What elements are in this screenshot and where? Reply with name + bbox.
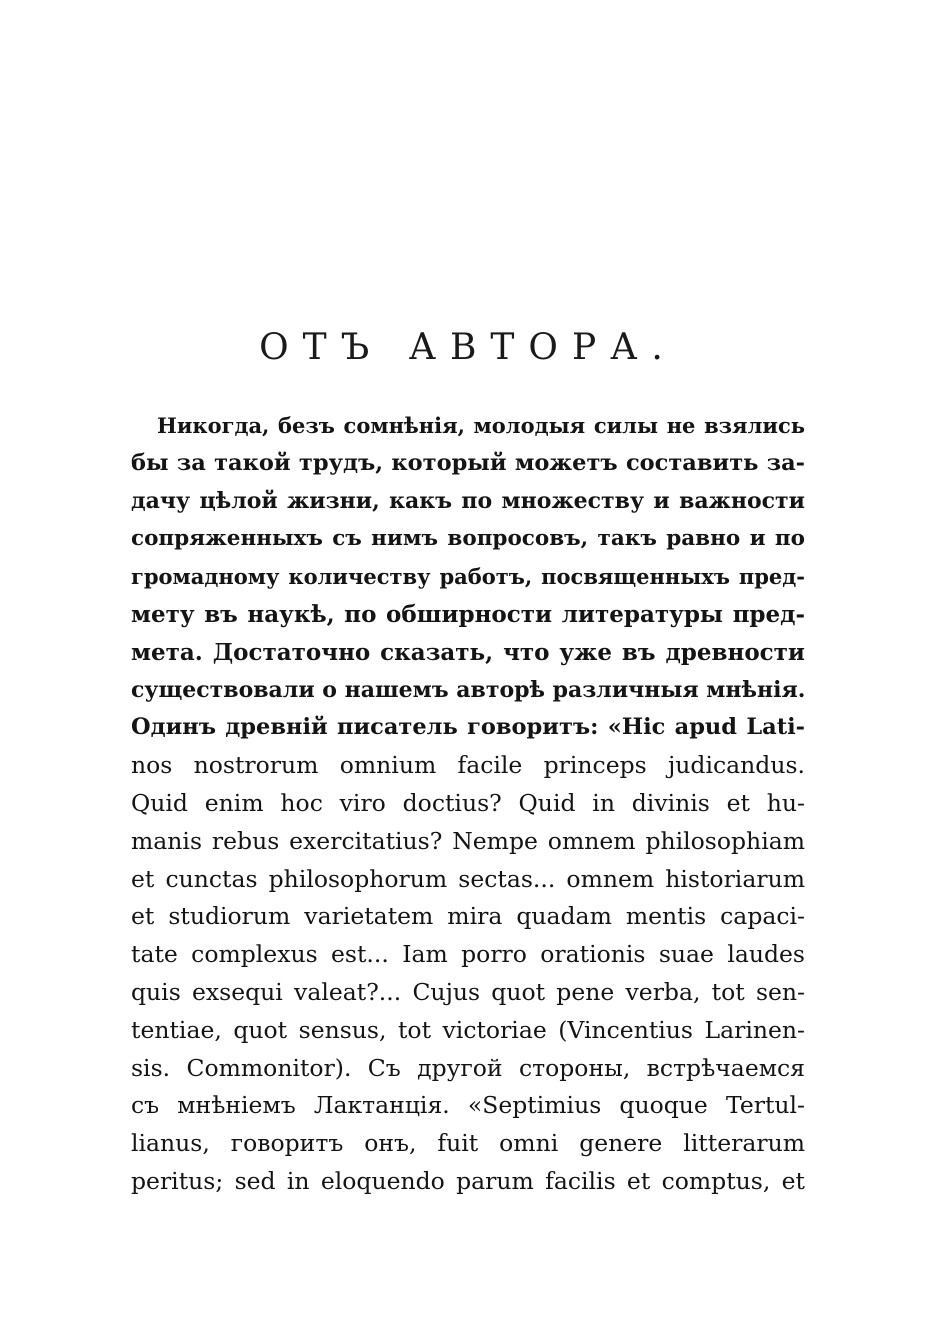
- text-line: manis rebus exercitatius? Nempe omnem philosophiam: [131, 826, 805, 855]
- text-line: мету въ наукѣ, по обширности литературы пред-: [131, 600, 805, 628]
- text-line: et studiorum varietatem mira quadam mentis capaci-: [131, 902, 805, 931]
- text-line: бы за такой трудъ, который можетъ составить за-: [131, 449, 805, 476]
- text-line: quis exsequi valeat?... Cujus quot pene verba, tot sen-: [131, 977, 805, 1006]
- text-line: tate complexus est... Iam porro orationis suae laudes: [131, 940, 805, 969]
- text-line: Quid enim hoc viro doctius? Quid in divinis et hu-: [131, 788, 805, 817]
- text-line: Никогда, безъ сомнѣнія, молодыя силы не взялись: [157, 413, 805, 438]
- text-line: et cunctas philosophorum sectas... omnem historiarum: [131, 864, 805, 893]
- text-line: дачу цѣлой жизни, какъ по множеству и важности: [131, 487, 805, 514]
- text-line: peritus; sed in eloquendo parum facilis et comptus, et: [131, 1166, 805, 1195]
- text-line: lianus, говоритъ онъ, fuit omni genere litterarum: [131, 1129, 805, 1158]
- text-line: существовали о нашемъ авторѣ различныя мнѣнія.: [131, 676, 806, 703]
- page-title: ОТЪ АВТОРА.: [259, 327, 677, 368]
- text-line: сопряженныхъ съ нимъ вопросовъ, такъ равно и по: [131, 526, 805, 552]
- body-text: [131, 407, 805, 1201]
- text-line: мета. Достаточно сказать, что уже въ древности: [131, 638, 805, 666]
- text-line: съ мнѣніемъ Лактанція. «Septimius quoque Tertul-: [131, 1091, 805, 1120]
- text-line: sis. Commonitor). Съ другой стороны, встрѣчаемся: [131, 1053, 805, 1082]
- text-line: Одинъ древній писатель говоритъ: «Hic apud Lati-: [131, 714, 805, 741]
- text-line: tentiae, quot sensus, tot victoriae (Vincentius Larinen-: [131, 1015, 805, 1044]
- text-line: nos nostrorum omnium facile princeps judicandus.: [131, 751, 805, 780]
- text-line: громадному количеству работъ, посвященныхъ пред-: [131, 564, 805, 590]
